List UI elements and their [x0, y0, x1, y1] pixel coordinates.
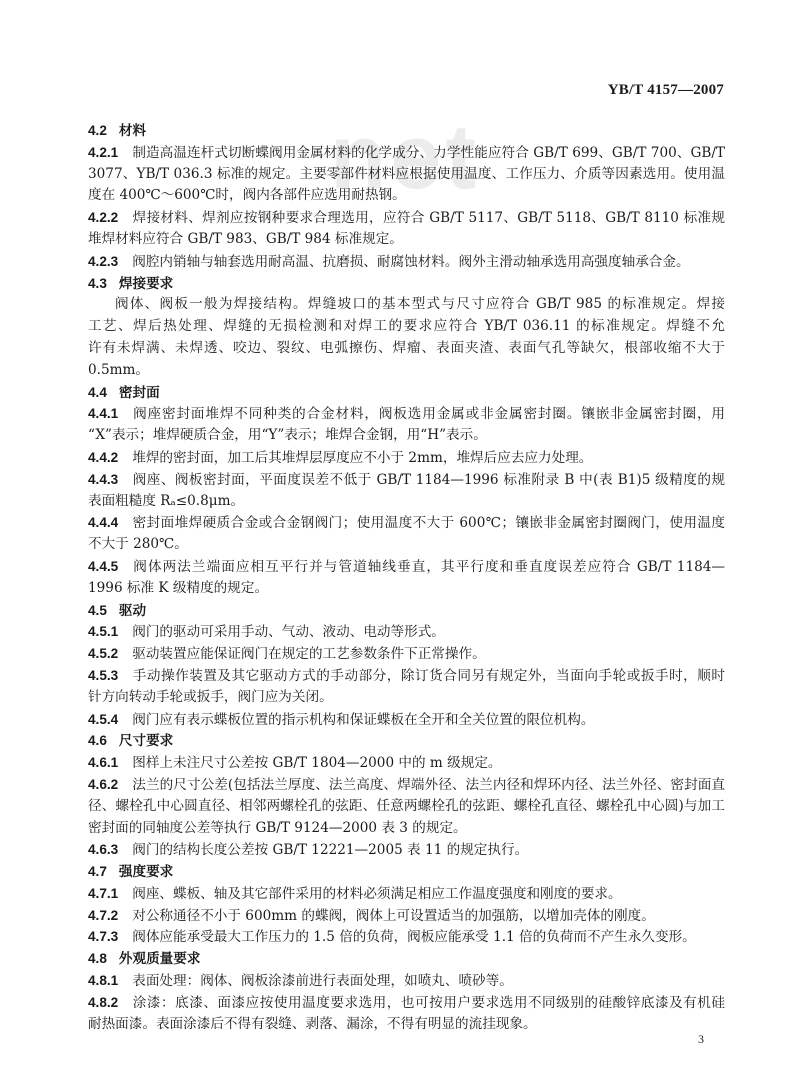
clause-paragraph: [88, 839, 725, 861]
text-line: [88, 600, 725, 622]
clause-number: 4.8.1: [88, 973, 119, 989]
text-line: [88, 1014, 725, 1036]
standard-code-header: YB/T 4157—2007: [607, 82, 724, 98]
line-text: 表面处理：阀体、阀板涂漆前进行表面处理，如喷丸、喷砂等。: [132, 973, 513, 990]
line-text: 工艺、焊后热处理、焊缝的无损检测和对焊工的要求应符合 YB/T 036.11 的标准规定。焊缝不允: [88, 318, 725, 335]
clause-paragraph: [88, 992, 725, 1036]
text-line: [88, 403, 725, 425]
text-line: [88, 360, 725, 382]
line-text: 不大于 280℃。: [88, 536, 188, 553]
text-line: [88, 491, 725, 513]
section-heading: [88, 730, 725, 752]
text-line: [88, 926, 725, 948]
clause-paragraph: [88, 556, 725, 600]
text-line: [88, 469, 725, 491]
clause-paragraph: [88, 447, 725, 469]
clause-paragraph: [88, 752, 725, 774]
text-line: [88, 665, 725, 687]
clause-number: 4.2: [88, 123, 107, 138]
line-text: 密封面: [118, 384, 160, 401]
line-text: 径、螺栓孔中心圆直径、相邻两螺栓孔的弦距、任意两螺栓孔的弦距、螺栓孔直径、螺栓孔中心圆)与加工: [88, 797, 725, 814]
line-text: 密封面堆焊硬质合金或合金钢阀门；使用温度不大于 600℃；镶嵌非金属密封圈阀门，使用温度: [132, 515, 725, 532]
clause-number: 4.7.3: [88, 929, 119, 945]
line-text: 阀体应能承受最大工作压力的 1.5 倍的负荷，阀板应能承受 1.1 倍的负荷而不产生永久变形。: [132, 929, 696, 946]
line-text: 制造高温连杆式切断蝶阀用金属材料的化学成分、力学性能应符合 GB/T 699、GB/T 700、GB/T: [132, 144, 725, 161]
line-text: “X”表示；堆焊硬质合金，用“Y”表示；堆焊合金钢，用“H”表示。: [88, 427, 487, 444]
line-text: 1996 标准 K 级精度的规定。: [88, 579, 269, 596]
line-text: 阀门的驱动可采用手动、气动、液动、电动等形式。: [132, 624, 445, 641]
line-text: 驱动装置应能保证阀门在规定的工艺参数条件下正常操作。: [132, 646, 486, 663]
text-line: [88, 578, 725, 600]
document-body: [88, 120, 725, 1035]
text-line: [88, 621, 725, 643]
clause-paragraph: [88, 142, 725, 207]
line-text: 堆焊的密封面，加工后其堆焊层厚度应不小于 2mm，堆焊后应去应力处理。: [132, 449, 593, 466]
line-text: 阀门应有表示蝶板位置的指示机构和保证蝶板在全开和全关位置的限位机构。: [132, 711, 595, 728]
text-line: [88, 796, 725, 818]
clause-number: 4.6.3: [88, 842, 119, 858]
text-line: [88, 447, 725, 469]
clause-number: 4.5.2: [88, 646, 119, 662]
clause-paragraph: [88, 207, 725, 251]
line-text: 阀座密封面堆焊不同种类的合金材料，阀板选用金属或非金属密封圈。镶嵌非金属密封圈，用: [132, 406, 725, 423]
text-line: [88, 687, 725, 709]
section-heading: [88, 273, 725, 295]
line-text: 阀座、蝶板、轴及其它部件采用的材料必须满足相应工作温度强度和刚度的要求。: [132, 885, 622, 902]
text-line: [88, 948, 725, 970]
clause-paragraph: [88, 926, 725, 948]
text-line: [88, 970, 725, 992]
clause-number: 4.4.5: [88, 558, 119, 574]
clause-number: 4.4: [88, 384, 107, 400]
text-line: [88, 774, 725, 796]
text-line: [88, 120, 725, 142]
clause-number: 4.7.1: [88, 885, 119, 901]
line-text: 0.5mm。: [88, 361, 149, 378]
text-line: [88, 316, 725, 338]
line-text: 材料: [118, 123, 147, 139]
text-line: [88, 818, 725, 840]
clause-number: 4.5: [88, 602, 107, 618]
line-text: 阀体、阀板一般为焊接结构。焊缝坡口的基本型式与尺寸应符合 GB/T 985 的标准规定。焊接: [115, 296, 725, 313]
text-line: [88, 883, 725, 905]
page-number: 3: [698, 1032, 704, 1046]
text-line: [88, 643, 725, 665]
text-line: [88, 251, 725, 273]
text-line: [88, 164, 725, 186]
clause-paragraph: [88, 905, 725, 927]
clause-number: 4.2.1: [88, 144, 119, 160]
clause-paragraph: [88, 403, 725, 447]
clause-number: 4.2.3: [88, 253, 119, 269]
section-heading: [88, 600, 725, 622]
clause-paragraph: [88, 251, 725, 273]
text-line: [88, 556, 725, 578]
text-line: [88, 229, 725, 251]
text-line: [88, 338, 725, 360]
clause-paragraph: [88, 774, 725, 839]
line-text: 驱动: [118, 602, 147, 619]
text-line: [88, 861, 725, 883]
line-text: 焊接材料、焊剂应按钢种要求合理选用，应符合 GB/T 5117、GB/T 5118、GB/T 8110 标准规: [132, 210, 725, 227]
line-text: 针方向转动手轮或扳手，阀门应为关闭。: [88, 688, 333, 705]
text-line: [88, 839, 725, 861]
text-line: [88, 752, 725, 774]
text-line: [88, 207, 725, 229]
text-line: [88, 512, 725, 534]
line-text: 对公称通径不小于 600mm 的蝶阀，阀体上可设置适当的加强筋，以增加壳体的刚度。: [132, 907, 655, 924]
line-text: 焊接要求: [118, 275, 174, 292]
clause-number: 4.5.3: [88, 667, 119, 683]
text-line: [88, 709, 725, 731]
line-text: 表面粗糙度 Rₐ≤0.8μm。: [88, 492, 245, 509]
clause-paragraph: [88, 665, 725, 709]
section-heading: [88, 948, 725, 970]
clause-number: 4.2.2: [88, 210, 119, 226]
clause-paragraph: [88, 883, 725, 905]
text-line: [88, 534, 725, 556]
clause-paragraph: [88, 469, 725, 513]
clause-paragraph: [88, 970, 725, 992]
line-text: 耐热面漆。表面涂漆后不得有裂缝、剥落、漏涂，不得有明显的流挂现象。: [88, 1015, 537, 1032]
clause-number: 4.4.4: [88, 515, 119, 531]
line-text: 阀门的结构长度公差按 GB/T 12221—2005 表 11 的规定执行。: [132, 842, 529, 859]
line-text: 3077、YB/T 036.3 标准的规定。主要零部件材料应根据使用温度、工作压力、介质等因素选用。使用温: [88, 165, 725, 182]
line-text: 度在 400℃～600℃时，阀内各部件应选用耐热钢。: [88, 187, 406, 204]
line-text: 许有未焊满、未焊透、咬边、裂纹、电弧擦伤、焊瘤、表面夹渣、表面气孔等缺欠，根部收缩不大于: [88, 339, 725, 356]
clause-number: 4.6.2: [88, 776, 119, 792]
clause-number: 4.3: [88, 275, 107, 291]
clause-paragraph: [88, 512, 725, 556]
clause-paragraph: [88, 621, 725, 643]
text-line: [88, 992, 725, 1014]
clause-number: 4.6.1: [88, 755, 119, 771]
clause-paragraph: [88, 643, 725, 665]
text-line: [88, 425, 725, 447]
clause-number: 4.5.1: [88, 624, 119, 640]
line-text: 堆焊材料应符合 GB/T 983、GB/T 984 标准规定。: [88, 230, 403, 247]
line-text: 密封面的同轴度公差等执行 GB/T 9124—2000 表 3 的规定。: [88, 819, 467, 836]
text-line: [88, 294, 725, 316]
line-text: 图样上未注尺寸公差按 GB/T 1804—2000 中的 m 级规定。: [132, 755, 502, 772]
line-text: 涂漆：底漆、面漆应按使用温度要求选用，也可按用户要求选用不同级别的硅酸锌底漆及有机硅: [132, 994, 725, 1011]
clause-number: 4.4.2: [88, 449, 119, 465]
watermark: net: [330, 106, 480, 208]
clause-number: 4.4.3: [88, 471, 119, 487]
text-line: [88, 142, 725, 164]
clause-paragraph: [88, 709, 725, 731]
line-text: 尺寸要求: [118, 733, 174, 750]
clause-number: 4.8: [88, 951, 107, 967]
line-text: 外观质量要求: [118, 951, 201, 968]
text-line: [88, 730, 725, 752]
text-line: [88, 905, 725, 927]
section-heading: [88, 382, 725, 404]
line-text: 法兰的尺寸公差(包括法兰厚度、法兰高度、焊端外径、法兰内径和焊环内径、法兰外径、密封面直: [132, 776, 725, 793]
text-line: [88, 185, 725, 207]
line-text: 强度要求: [118, 864, 174, 881]
clause-number: 4.6: [88, 733, 107, 749]
clause-number: 4.7: [88, 864, 107, 880]
clause-number: 4.7.2: [88, 907, 119, 923]
clause-paragraph: [88, 294, 725, 381]
section-heading: [88, 120, 725, 142]
clause-number: 4.4.1: [88, 406, 119, 422]
line-text: 阀座、阀板密封面，平面度误差不低于 GB/T 1184—1996 标准附录 B 中(表 B1)5 级精度的规: [132, 471, 725, 488]
line-text: 阀体两法兰端面应相互平行并与管道轴线垂直，其平行度和垂直度误差应符合 GB/T 1184—: [132, 558, 725, 575]
text-line: [88, 382, 725, 404]
clause-number: 4.5.4: [88, 711, 119, 727]
section-heading: [88, 861, 725, 883]
clause-number: 4.8.2: [88, 994, 119, 1010]
line-text: 手动操作装置及其它驱动方式的手动部分，除订货合同另有规定外，当面向手轮或扳手时，顺时: [132, 667, 725, 684]
line-text: 阀腔内销轴与轴套选用耐高温、抗磨损、耐腐蚀材料。阀外主滑动轴承选用高强度轴承合金。: [132, 253, 690, 270]
text-line: [88, 273, 725, 295]
